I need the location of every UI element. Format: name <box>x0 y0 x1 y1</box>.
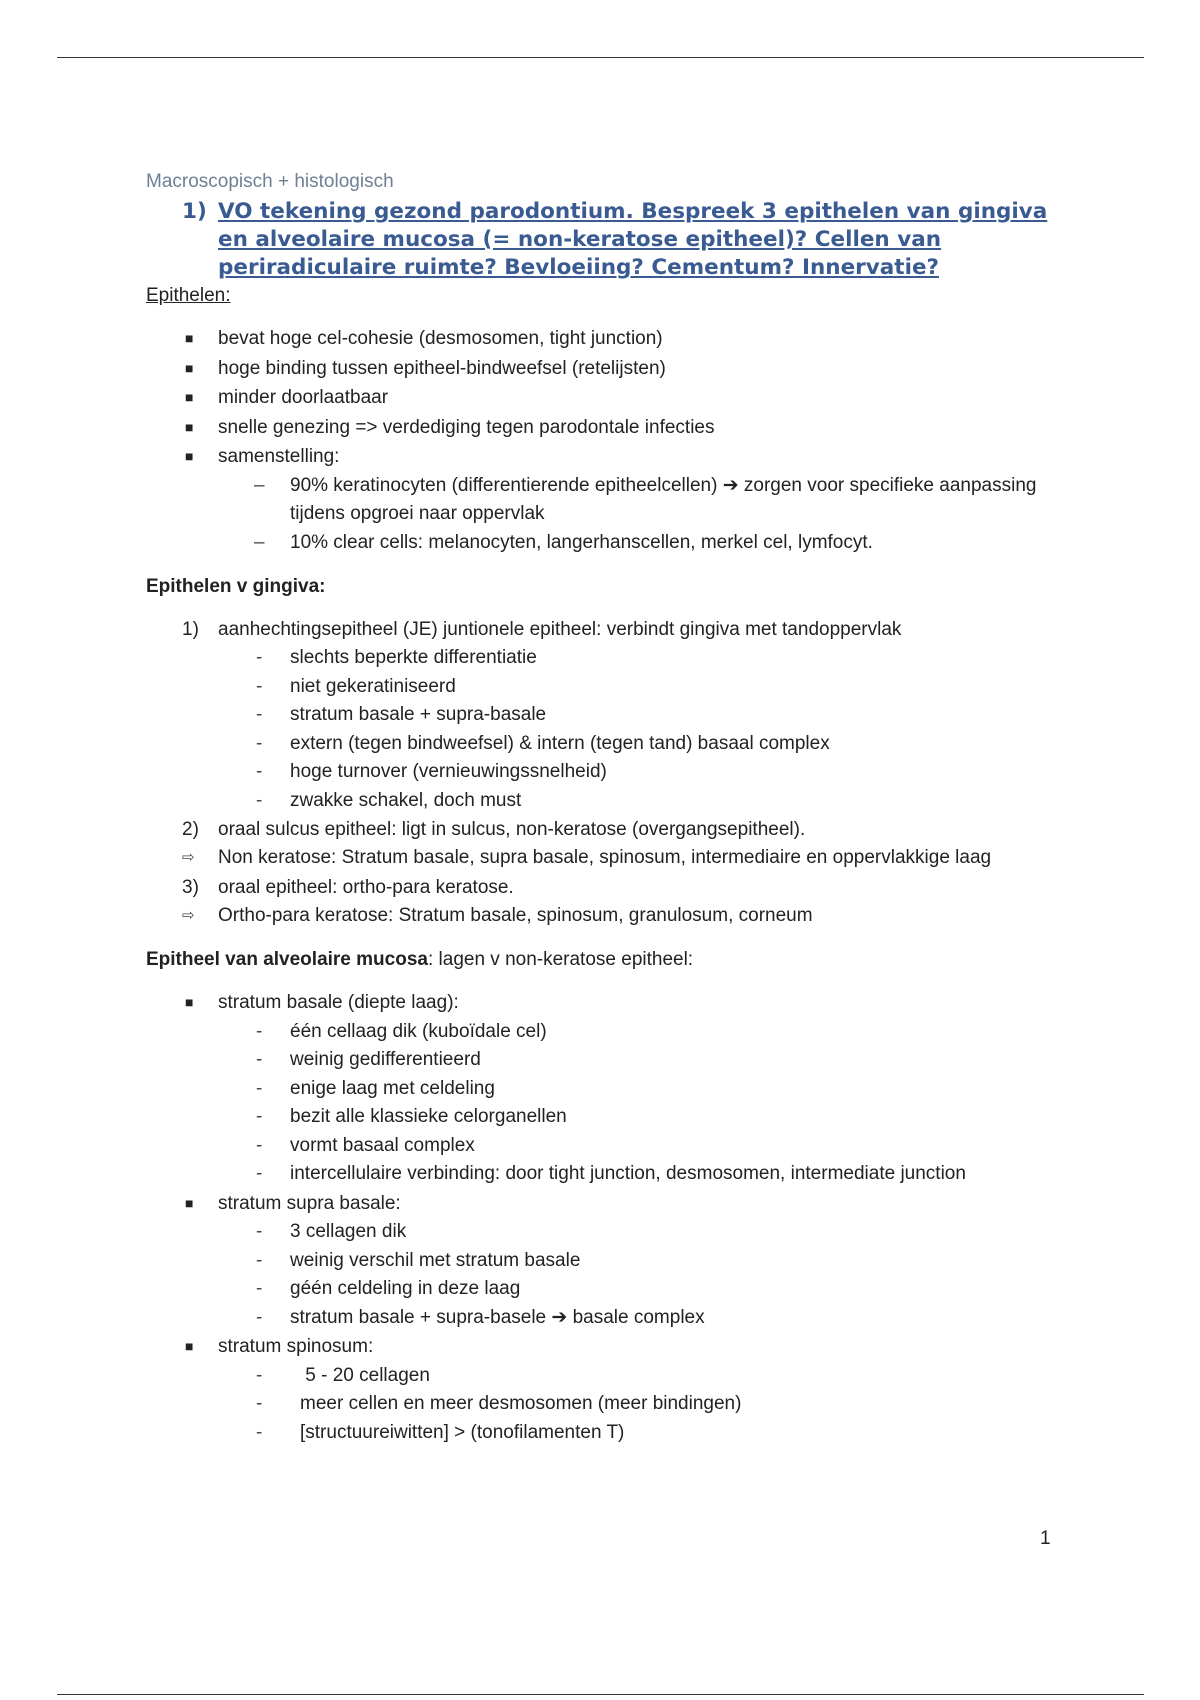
square-bullet-icon: ■ <box>185 418 194 435</box>
list-item: - hoge turnover (vernieuwingssnelheid) <box>146 758 1066 787</box>
question-text: VO tekening gezond parodontium. Bespreek 3 epithelen van gingiva en alveolaire mucosa (= non-keratose epitheel)? Cellen van periradiculaire ruimte? Bevloeiing? Cementum? Innervatie? <box>218 199 1048 280</box>
page-content <box>146 168 1066 1447</box>
list-item: ⇨ Non keratose: Stratum basale, supra basale, spinosum, intermediaire en oppervlakkige laag <box>110 844 1066 873</box>
list-item: - zwakke schakel, doch must <box>146 787 1066 816</box>
top-rule <box>57 57 1144 58</box>
dash-icon: – <box>254 474 265 496</box>
list-item: - stratum basale + supra-basele ➔ basale complex <box>146 1304 1066 1333</box>
square-bullet-icon: ■ <box>185 1194 194 1211</box>
mucosa-label: Epitheel van alveolaire mucosa: lagen v non-keratose epitheel: <box>146 949 694 970</box>
dash-icon: - <box>256 704 263 725</box>
section-subtitle: Macroscopisch + histologisch <box>146 171 394 192</box>
list-item: ■ minder doorlaatbaar <box>146 383 1066 413</box>
layer-sub-list <box>146 1018 1066 1189</box>
list-item: 1) aanhechtingsepitheel (JE) juntionele epitheel: verbindt gingiva met tandoppervlak - slechts beperkte differentiatie - niet gekeratiniseerd - stratum basale + supra-basale - extern (tegen bindweefsel) & intern (tegen tand) basaal complex - hoge turnover (vernieuwingssnelheid) - zwakke schakel, doch must <box>146 615 1066 815</box>
dash-icon: - <box>256 1163 263 1184</box>
list-item: – 10% clear cells: melanocyten, langerhanscellen, merkel cel, lymfocyt. <box>146 529 1066 558</box>
list-item: ■ hoge binding tussen epitheel-bindweefsel (retelijsten) <box>146 354 1066 384</box>
epithelen-label: Epithelen: <box>146 285 231 306</box>
mucosa-layers-list <box>146 988 1066 1447</box>
epithelen-list <box>146 324 1066 557</box>
list-item: - weinig verschil met stratum basale <box>146 1247 1066 1276</box>
list-item: - géén celdeling in deze laag <box>146 1275 1066 1304</box>
arrow-sub-list <box>146 844 1066 873</box>
dash-icon: - <box>256 1278 263 1299</box>
layer-sub-list <box>146 1218 1066 1332</box>
list-item: - weinig gedifferentieerd <box>146 1046 1066 1075</box>
list-item: - intercellulaire verbinding: door tight junction, desmosomen, intermediate junction <box>146 1160 1066 1189</box>
list-item: ■ samenstelling: – 90% keratinocyten (differentierende epitheelcellen) ➔ zorgen voor specifieke aanpassing tijdens opgroei naar oppervlak – 10% clear cells: melanocyten, langerhanscellen, merkel cel, lymfocyt. <box>146 442 1066 557</box>
dash-icon: - <box>256 789 263 811</box>
list-item: - extern (tegen bindweefsel) & intern (tegen tand) basaal complex <box>146 730 1066 759</box>
list-item: ■ stratum basale (diepte laag): - één cellaag dik (kuboïdale cel) - weinig gedifferentieerd - enige laag met celdeling - bezit alle klassieke celorganellen - vormt basaal complex - intercellulaire verbinding: door tight junction, desmosomen, intermediate junction <box>146 988 1066 1189</box>
list-item: - vormt basaal complex <box>146 1132 1066 1161</box>
dash-icon: - <box>256 761 263 782</box>
list-item: - niet gekeratiniseerd <box>146 673 1066 702</box>
page-number: 1 <box>1040 1528 1051 1549</box>
dash-icon: - <box>256 1134 263 1156</box>
square-bullet-icon: ■ <box>185 448 194 464</box>
gingiva-label: Epithelen v gingiva: <box>146 576 326 597</box>
list-item: ■ stratum spinosum: - 5 - 20 cellagen - meer cellen en meer desmosomen (meer bindingen) - [structuureiwitten] > (tonofilamenten T) <box>146 1332 1066 1447</box>
gingiva-sub-list <box>146 644 1066 815</box>
list-item: ■ stratum supra basale: - 3 cellagen dik - weinig verschil met stratum basale - géén celdeling in deze laag - stratum basale + supra-basele ➔ basale complex <box>146 1189 1066 1333</box>
list-item: - één cellaag dik (kuboïdale cel) <box>146 1018 1066 1047</box>
list-item: - slechts beperkte differentiatie <box>146 644 1066 673</box>
list-item: - bezit alle klassieke celorganellen <box>146 1103 1066 1132</box>
arrow-right-icon: ⇨ <box>182 906 195 924</box>
question-heading <box>182 198 1066 282</box>
square-bullet-icon: ■ <box>185 1338 194 1354</box>
list-item: - 5 - 20 cellagen <box>146 1362 1066 1391</box>
question-number: 1) <box>182 199 207 224</box>
dash-icon: – <box>254 531 265 553</box>
list-item: - [structuureiwitten] > (tonofilamenten T) <box>146 1419 1066 1448</box>
bottom-rule <box>57 1694 1144 1695</box>
list-item: - 3 cellagen dik <box>146 1218 1066 1247</box>
dash-icon: - <box>256 1421 263 1443</box>
list-item: - meer cellen en meer desmosomen (meer bindingen) <box>146 1390 1066 1419</box>
layer-sub-list <box>146 1362 1066 1448</box>
square-bullet-icon: ■ <box>185 389 194 405</box>
arrow-sub-list <box>146 902 1066 931</box>
dash-icon: - <box>256 1221 263 1242</box>
dash-icon: - <box>256 1077 263 1099</box>
dash-icon: - <box>256 1306 263 1328</box>
list-item: ⇨ Ortho-para keratose: Stratum basale, spinosum, granulosum, corneum <box>110 902 1066 931</box>
list-item: ■ bevat hoge cel-cohesie (desmosomen, tight junction) <box>146 324 1066 354</box>
dash-icon: - <box>256 1049 263 1070</box>
dash-icon: - <box>256 732 263 754</box>
dash-icon: - <box>256 1020 263 1042</box>
dash-icon: - <box>256 1364 263 1386</box>
dash-icon: - <box>256 647 263 668</box>
list-item: - enige laag met celdeling <box>146 1075 1066 1104</box>
arrow-right-icon: ⇨ <box>182 849 195 866</box>
square-bullet-icon: ■ <box>185 994 194 1010</box>
dash-icon: - <box>256 1106 263 1127</box>
list-item: 2) oraal sulcus epitheel: ligt in sulcus, non-keratose (overgangsepitheel). ⇨ Non keratose: Stratum basale, supra basale, spinosum, intermediaire en oppervlakkige laag <box>146 815 1066 873</box>
samenstelling-list <box>146 472 1066 558</box>
list-item: – 90% keratinocyten (differentierende epitheelcellen) ➔ zorgen voor specifieke aanpassing tijdens opgroei naar oppervlak <box>146 472 1066 529</box>
list-item: - stratum basale + supra-basale <box>146 701 1066 730</box>
square-bullet-icon: ■ <box>185 330 194 346</box>
list-item: 3) oraal epitheel: ortho-para keratose. ⇨ Ortho-para keratose: Stratum basale, spinosum, granulosum, corneum <box>146 873 1066 931</box>
gingiva-list <box>146 615 1066 930</box>
list-item: ■ snelle genezing => verdediging tegen parodontale infecties <box>146 413 1066 443</box>
dash-icon: - <box>256 675 263 697</box>
dash-icon: - <box>256 1249 263 1271</box>
dash-icon: - <box>256 1393 263 1414</box>
square-bullet-icon: ■ <box>185 359 194 376</box>
